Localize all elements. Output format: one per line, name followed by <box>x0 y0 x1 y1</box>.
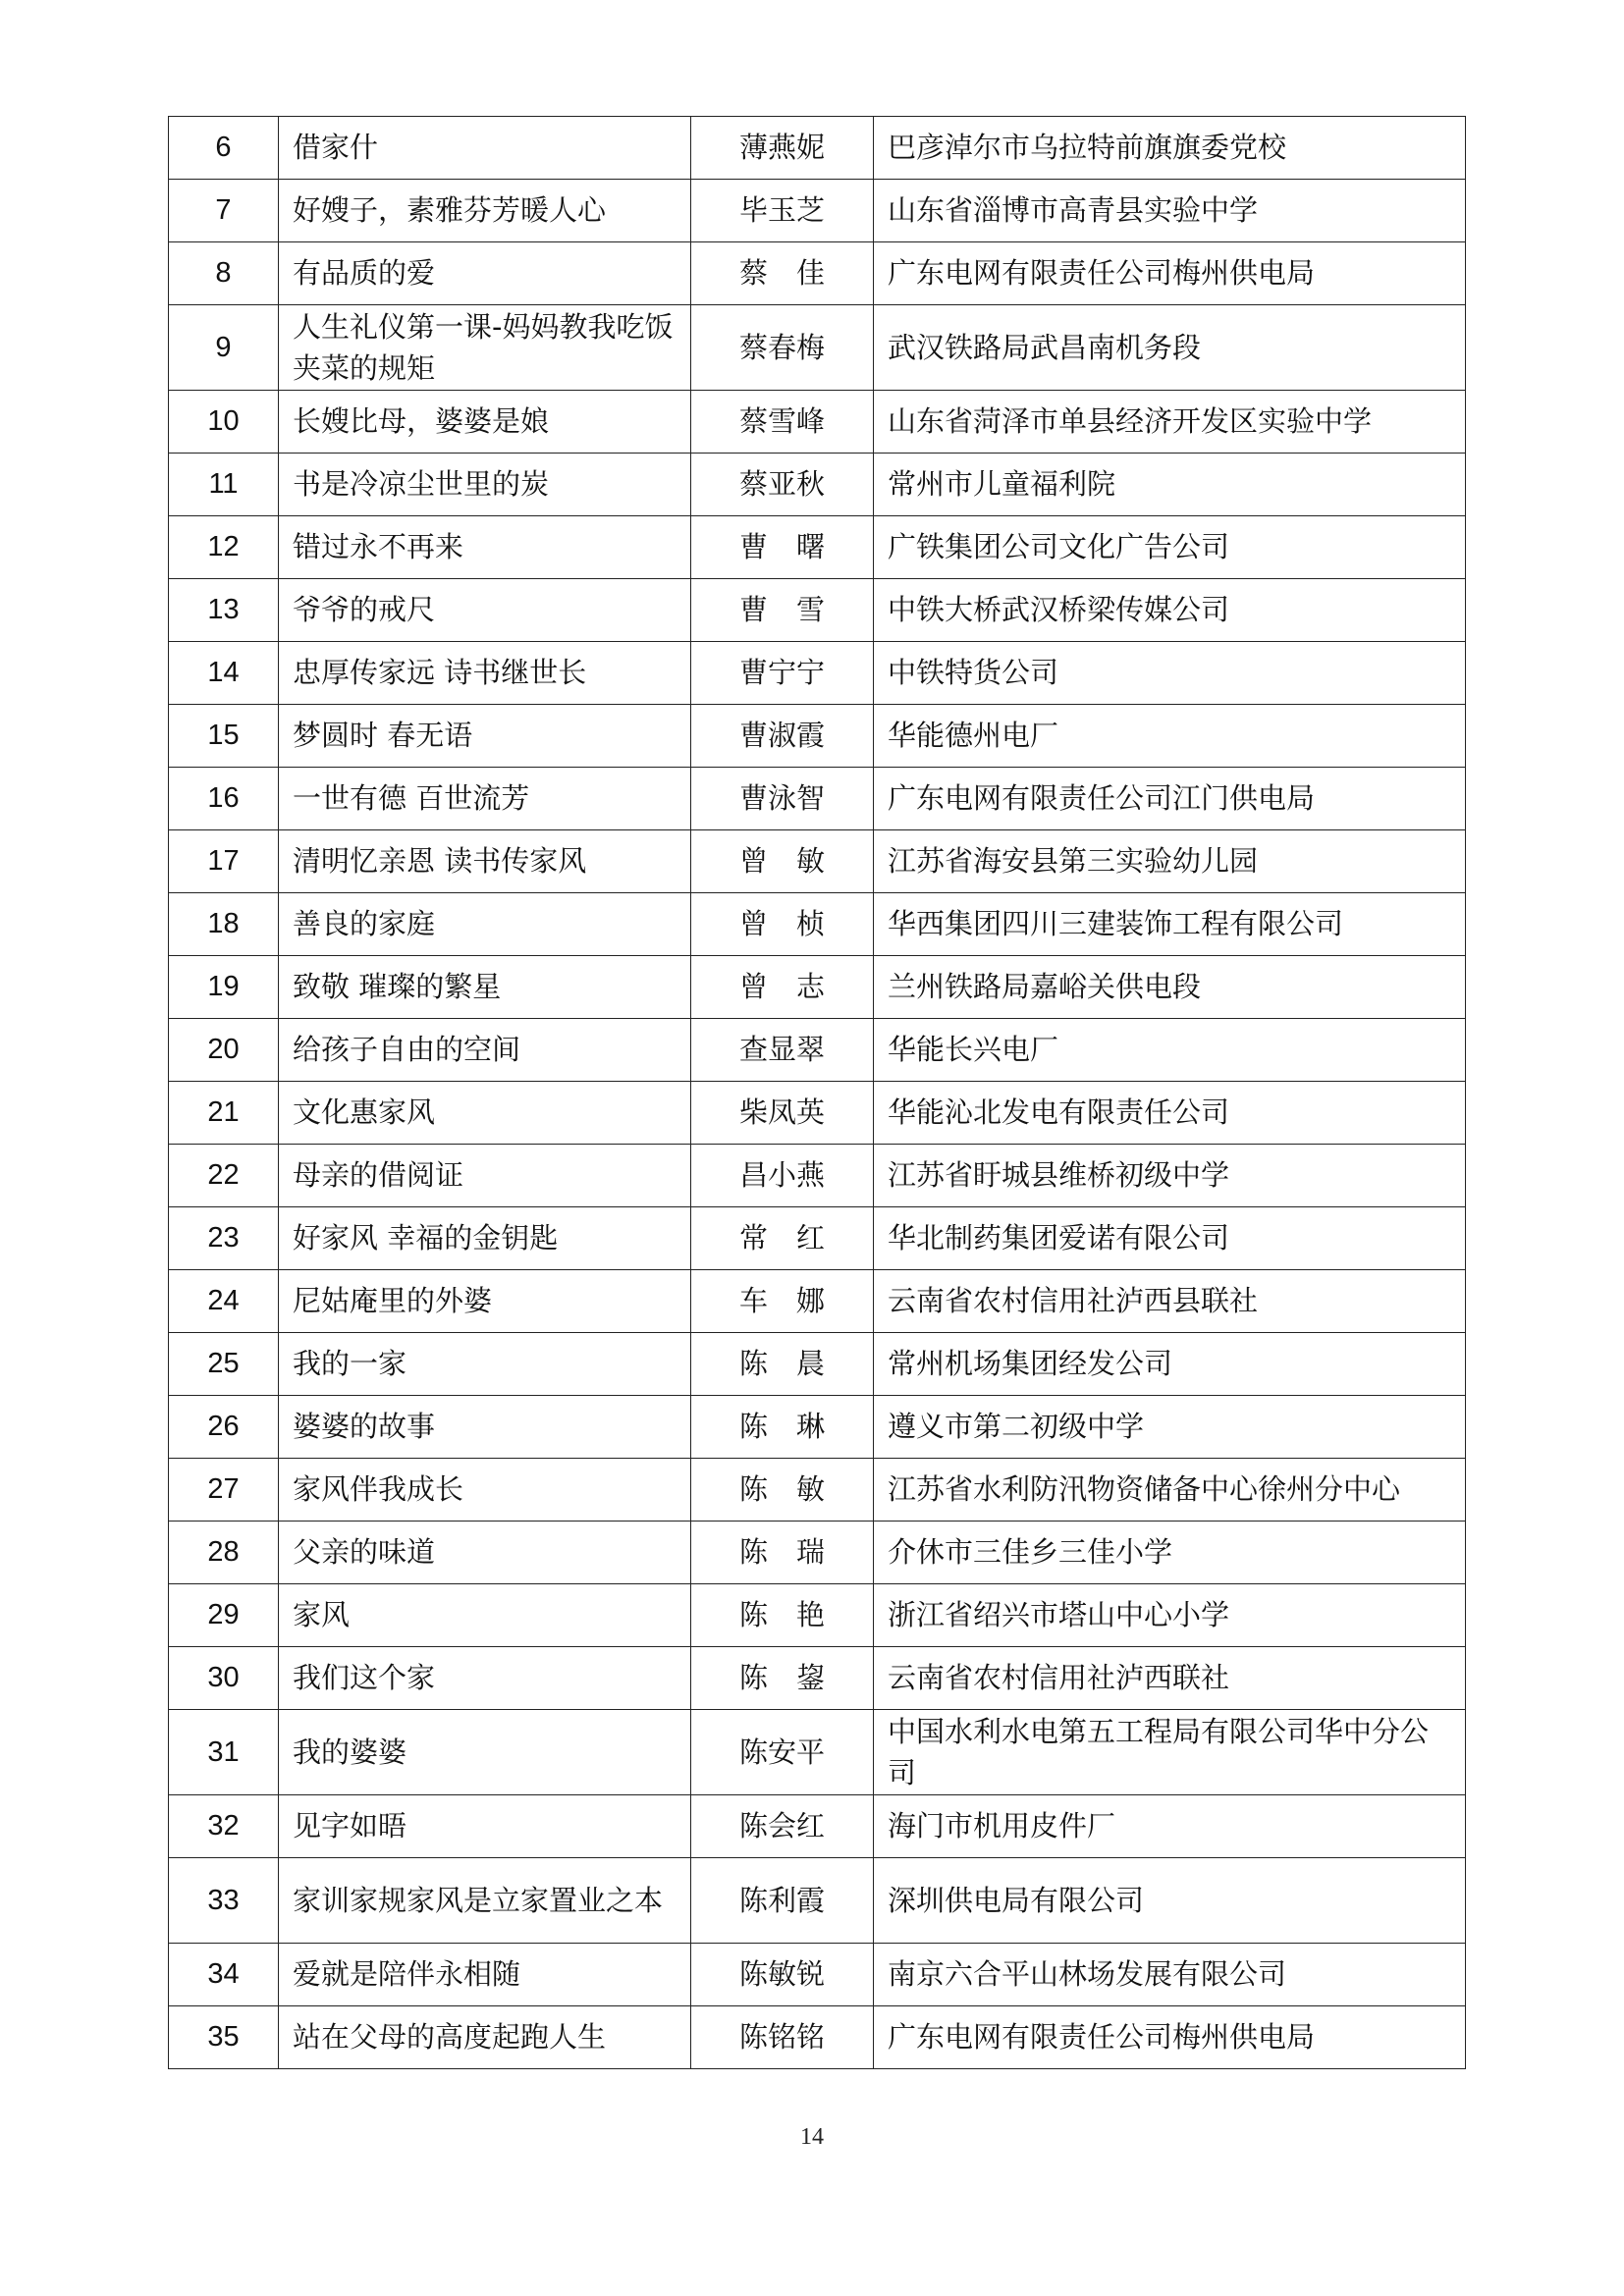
table-row <box>169 1944 1466 2006</box>
author-name: 陈安平 <box>691 1710 874 1795</box>
entry-title: 家风伴我成长 <box>279 1459 691 1522</box>
author-organization: 江苏省海安县第三实验幼儿园 <box>874 830 1466 893</box>
row-number: 8 <box>169 242 279 305</box>
entry-title: 爷爷的戒尺 <box>279 579 691 642</box>
entry-title: 家训家规家风是立家置业之本 <box>279 1858 691 1944</box>
author-organization: 江苏省水利防汛物资储备中心徐州分中心 <box>874 1459 1466 1522</box>
table-row <box>169 1019 1466 1082</box>
row-number: 9 <box>169 305 279 391</box>
entry-title: 人生礼仪第一课-妈妈教我吃饭夹菜的规矩 <box>279 305 691 391</box>
row-number: 20 <box>169 1019 279 1082</box>
author-name: 查显翠 <box>691 1019 874 1082</box>
author-name: 柴凤英 <box>691 1082 874 1145</box>
author-organization: 华能德州电厂 <box>874 705 1466 768</box>
entry-title: 家风 <box>279 1584 691 1647</box>
author-name: 车 娜 <box>691 1270 874 1333</box>
row-number: 13 <box>169 579 279 642</box>
row-number: 15 <box>169 705 279 768</box>
author-organization: 广东电网有限责任公司梅州供电局 <box>874 242 1466 305</box>
entry-title: 好嫂子，素雅芬芳暖人心 <box>279 180 691 242</box>
author-organization: 广东电网有限责任公司梅州供电局 <box>874 2006 1466 2069</box>
entry-title: 梦圆时 春无语 <box>279 705 691 768</box>
author-name: 曾 桢 <box>691 893 874 956</box>
table-row <box>169 642 1466 705</box>
table-row <box>169 305 1466 391</box>
author-name: 曹 雪 <box>691 579 874 642</box>
row-number: 32 <box>169 1795 279 1858</box>
author-name: 曹 曙 <box>691 516 874 579</box>
author-name: 曹泳智 <box>691 768 874 830</box>
table-row <box>169 454 1466 516</box>
table-row <box>169 391 1466 454</box>
row-number: 16 <box>169 768 279 830</box>
author-organization: 华西集团四川三建装饰工程有限公司 <box>874 893 1466 956</box>
author-name: 陈敏锐 <box>691 1944 874 2006</box>
row-number: 33 <box>169 1858 279 1944</box>
table-row <box>169 2006 1466 2069</box>
award-list-table <box>168 116 1466 2069</box>
table-row <box>169 242 1466 305</box>
table-row <box>169 579 1466 642</box>
row-number: 23 <box>169 1207 279 1270</box>
award-list-body <box>169 117 1466 2069</box>
entry-title: 父亲的味道 <box>279 1522 691 1584</box>
author-name: 陈 晨 <box>691 1333 874 1396</box>
author-name: 毕玉芝 <box>691 180 874 242</box>
table-row <box>169 893 1466 956</box>
entry-title: 母亲的借阅证 <box>279 1145 691 1207</box>
author-organization: 中国水利水电第五工程局有限公司华中分公司 <box>874 1710 1466 1795</box>
entry-title: 我们这个家 <box>279 1647 691 1710</box>
table-row <box>169 1145 1466 1207</box>
author-organization: 江苏省盱城县维桥初级中学 <box>874 1145 1466 1207</box>
author-organization: 常州机场集团经发公司 <box>874 1333 1466 1396</box>
author-organization: 华能长兴电厂 <box>874 1019 1466 1082</box>
table-row <box>169 1333 1466 1396</box>
row-number: 27 <box>169 1459 279 1522</box>
row-number: 19 <box>169 956 279 1019</box>
entry-title: 我的一家 <box>279 1333 691 1396</box>
author-name: 陈 瑞 <box>691 1522 874 1584</box>
author-organization: 深圳供电局有限公司 <box>874 1858 1466 1944</box>
table-row <box>169 1396 1466 1459</box>
table-row <box>169 1082 1466 1145</box>
author-organization: 中铁大桥武汉桥梁传媒公司 <box>874 579 1466 642</box>
entry-title: 给孩子自由的空间 <box>279 1019 691 1082</box>
row-number: 24 <box>169 1270 279 1333</box>
row-number: 21 <box>169 1082 279 1145</box>
entry-title: 长嫂比母，婆婆是娘 <box>279 391 691 454</box>
author-organization: 常州市儿童福利院 <box>874 454 1466 516</box>
row-number: 22 <box>169 1145 279 1207</box>
author-organization: 广东电网有限责任公司江门供电局 <box>874 768 1466 830</box>
author-name: 陈 琳 <box>691 1396 874 1459</box>
table-row <box>169 1858 1466 1944</box>
row-number: 30 <box>169 1647 279 1710</box>
row-number: 10 <box>169 391 279 454</box>
author-organization: 华能沁北发电有限责任公司 <box>874 1082 1466 1145</box>
table-row <box>169 830 1466 893</box>
entry-title: 爱就是陪伴永相随 <box>279 1944 691 2006</box>
author-organization: 广铁集团公司文化广告公司 <box>874 516 1466 579</box>
table-row <box>169 117 1466 180</box>
row-number: 12 <box>169 516 279 579</box>
table-row <box>169 768 1466 830</box>
author-name: 陈铭铭 <box>691 2006 874 2069</box>
author-name: 陈 艳 <box>691 1584 874 1647</box>
author-organization: 山东省淄博市高青县实验中学 <box>874 180 1466 242</box>
entry-title: 有品质的爱 <box>279 242 691 305</box>
row-number: 7 <box>169 180 279 242</box>
table-row <box>169 956 1466 1019</box>
table-row <box>169 516 1466 579</box>
row-number: 34 <box>169 1944 279 2006</box>
author-name: 薄燕妮 <box>691 117 874 180</box>
entry-title: 忠厚传家远 诗书继世长 <box>279 642 691 705</box>
author-organization: 云南省农村信用社泸西县联社 <box>874 1270 1466 1333</box>
author-name: 陈利霞 <box>691 1858 874 1944</box>
entry-title: 书是冷凉尘世里的炭 <box>279 454 691 516</box>
author-name: 蔡亚秋 <box>691 454 874 516</box>
entry-title: 善良的家庭 <box>279 893 691 956</box>
author-name: 陈会红 <box>691 1795 874 1858</box>
author-name: 曹淑霞 <box>691 705 874 768</box>
entry-title: 一世有德 百世流芳 <box>279 768 691 830</box>
row-number: 18 <box>169 893 279 956</box>
author-organization: 武汉铁路局武昌南机务段 <box>874 305 1466 391</box>
entry-title: 婆婆的故事 <box>279 1396 691 1459</box>
author-organization: 浙江省绍兴市塔山中心小学 <box>874 1584 1466 1647</box>
entry-title: 错过永不再来 <box>279 516 691 579</box>
author-name: 曾 敏 <box>691 830 874 893</box>
entry-title: 站在父母的高度起跑人生 <box>279 2006 691 2069</box>
row-number: 28 <box>169 1522 279 1584</box>
row-number: 35 <box>169 2006 279 2069</box>
author-name: 常 红 <box>691 1207 874 1270</box>
table-row <box>169 180 1466 242</box>
entry-title: 借家什 <box>279 117 691 180</box>
entry-title: 我的婆婆 <box>279 1710 691 1795</box>
row-number: 6 <box>169 117 279 180</box>
author-name: 曾 志 <box>691 956 874 1019</box>
table-row <box>169 1710 1466 1795</box>
author-name: 蔡春梅 <box>691 305 874 391</box>
author-organization: 巴彦淖尔市乌拉特前旗旗委党校 <box>874 117 1466 180</box>
author-organization: 云南省农村信用社泸西联社 <box>874 1647 1466 1710</box>
table-row <box>169 1207 1466 1270</box>
author-name: 曹宁宁 <box>691 642 874 705</box>
author-organization: 中铁特货公司 <box>874 642 1466 705</box>
row-number: 29 <box>169 1584 279 1647</box>
author-organization: 遵义市第二初级中学 <box>874 1396 1466 1459</box>
author-organization: 南京六合平山林场发展有限公司 <box>874 1944 1466 2006</box>
table-row <box>169 1795 1466 1858</box>
row-number: 25 <box>169 1333 279 1396</box>
page-number: 14 <box>800 2124 824 2150</box>
entry-title: 致敬 璀璨的繁星 <box>279 956 691 1019</box>
entry-title: 文化惠家风 <box>279 1082 691 1145</box>
author-organization: 华北制药集团爱诺有限公司 <box>874 1207 1466 1270</box>
author-name: 陈 鋆 <box>691 1647 874 1710</box>
author-name: 陈 敏 <box>691 1459 874 1522</box>
table-row <box>169 1522 1466 1584</box>
table-row <box>169 1459 1466 1522</box>
entry-title: 尼姑庵里的外婆 <box>279 1270 691 1333</box>
entry-title: 好家风 幸福的金钥匙 <box>279 1207 691 1270</box>
table-row <box>169 1584 1466 1647</box>
author-organization: 海门市机用皮件厂 <box>874 1795 1466 1858</box>
entry-title: 清明忆亲恩 读书传家风 <box>279 830 691 893</box>
author-name: 蔡雪峰 <box>691 391 874 454</box>
row-number: 31 <box>169 1710 279 1795</box>
author-organization: 介休市三佳乡三佳小学 <box>874 1522 1466 1584</box>
table-row <box>169 1270 1466 1333</box>
row-number: 11 <box>169 454 279 516</box>
author-name: 蔡 佳 <box>691 242 874 305</box>
row-number: 14 <box>169 642 279 705</box>
table-row <box>169 705 1466 768</box>
author-organization: 山东省菏泽市单县经济开发区实验中学 <box>874 391 1466 454</box>
row-number: 17 <box>169 830 279 893</box>
author-name: 昌小燕 <box>691 1145 874 1207</box>
author-organization: 兰州铁路局嘉峪关供电段 <box>874 956 1466 1019</box>
table-row <box>169 1647 1466 1710</box>
entry-title: 见字如晤 <box>279 1795 691 1858</box>
row-number: 26 <box>169 1396 279 1459</box>
